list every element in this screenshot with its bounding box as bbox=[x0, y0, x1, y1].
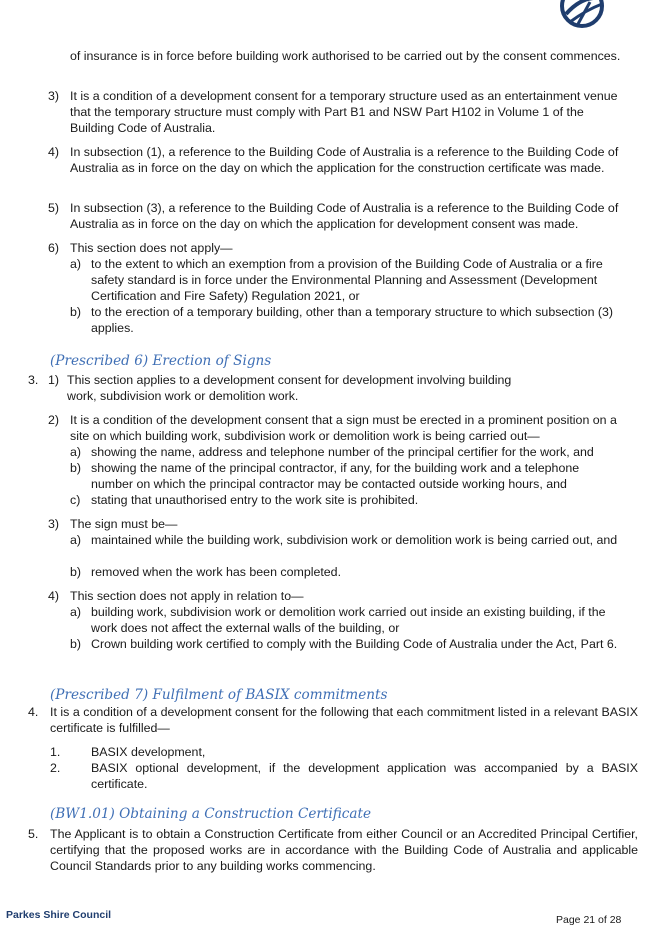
paragraph-text: The sign must be— bbox=[70, 517, 178, 531]
sub-item-letter: b) bbox=[70, 565, 82, 579]
condition-number: 4. bbox=[28, 705, 39, 719]
paragraph-text: In subsection (1), a reference to the Building Code of Australia is a reference to the Building Code of Australia as in force on the day on which the application for the construction certificate was made. bbox=[70, 145, 619, 175]
sub-item-letter: a) bbox=[70, 533, 82, 547]
sub-item-text: to the extent to which an exemption from a provision of the Building Code of Australia or a fire safety standard is in force under the Environmental Planning and Assessment (Development Certification and Fire Safety) Regulation 2021, or bbox=[91, 257, 603, 303]
paragraph-text: This section does not apply in relation to— bbox=[70, 589, 304, 603]
sub-item-text: stating that unauthorised entry to the work site is prohibited. bbox=[91, 493, 419, 507]
item-number: 4) bbox=[48, 145, 60, 159]
condition-number: 5. bbox=[28, 827, 39, 841]
footer-organisation: Parkes Shire Council bbox=[6, 909, 112, 921]
sub-item-text: showing the name, address and telephone number of the principal certifier for the work, and bbox=[91, 445, 594, 459]
sub-item-letter: b) bbox=[70, 637, 82, 651]
paragraph-text: It is a condition of the development consent that a sign must be erected in a prominent position on a site on which building work, subdivision work or demolition work is being carried out— bbox=[70, 413, 617, 443]
paragraph-text: This section does not apply— bbox=[70, 241, 233, 255]
sub-item-text: showing the name of the principal contractor, if any, for the building work and a telephone number on which the principal contractor may be contacted outside working hours, and bbox=[91, 461, 580, 491]
item-number: 5) bbox=[48, 201, 60, 215]
sub-item-letter: b) bbox=[70, 305, 82, 319]
item-number: 6) bbox=[48, 241, 60, 255]
list-item-text: BASIX optional development, if the development application was accompanied by a BASIX certificate. bbox=[91, 761, 638, 791]
sub-item-letter: a) bbox=[70, 445, 82, 459]
sub-item-text: Crown building work certified to comply with the Building Code of Australia under the Act, Part 6. bbox=[91, 637, 618, 651]
condition-number: 3. bbox=[28, 373, 39, 387]
sub-item-letter: a) bbox=[70, 605, 82, 619]
section-heading: (Prescribed 6) Erection of Signs bbox=[50, 353, 272, 369]
item-number: 4) bbox=[48, 589, 60, 603]
sub-item-text: removed when the work has been completed. bbox=[91, 565, 342, 579]
section-heading: (BW1.01) Obtaining a Construction Certificate bbox=[50, 806, 371, 822]
continuation-text: of insurance is in force before building work authorised to be carried out by the consent commences. bbox=[70, 49, 621, 63]
sub-item-letter: a) bbox=[70, 257, 82, 271]
item-number: 3) bbox=[48, 89, 60, 103]
page-number: Page 21 of 28 bbox=[556, 914, 622, 926]
paragraph-text: It is a condition of a development consent for a temporary structure used as an entertainment venue that the temporary structure must comply with Part B1 and NSW Part H102 in Volume 1 of the Building Code of Australia. bbox=[70, 89, 618, 135]
sub-item-letter: c) bbox=[70, 493, 81, 507]
paragraph-text: The Applicant is to obtain a Construction Certificate from either Council or an Accredited Principal Certifier, certifying that the proposed works are in accordance with the Building Code of Australia and applicable Council Standards prior to any building works commencing. bbox=[50, 827, 638, 873]
item-number: 2) bbox=[48, 413, 60, 427]
sub-item-text: building work, subdivision work or demolition work carried out inside an existing building, if the work does not affect the external walls of the building, or bbox=[91, 605, 606, 635]
paragraph-text: In subsection (3), a reference to the Building Code of Australia is a reference to the Building Code of Australia as in force on the day on which the application for development consent was made. bbox=[70, 201, 619, 231]
sub-item-letter: b) bbox=[70, 461, 82, 475]
sub-item-text: maintained while the building work, subdivision work or demolition work is being carried out, and bbox=[91, 533, 618, 547]
item-number: 3) bbox=[48, 517, 60, 531]
item-number: 1) bbox=[48, 373, 60, 387]
paragraph-text: This section applies to a development consent for development involving building work, subdivision work or demolition work. bbox=[67, 373, 512, 403]
sub-item-text: to the erection of a temporary building, other than a temporary structure to which subsection (3) applies. bbox=[91, 305, 614, 335]
list-number: 1. bbox=[50, 745, 61, 759]
section-heading: (Prescribed 7) Fulfilment of BASIX commitments bbox=[50, 687, 388, 703]
paragraph-text: It is a condition of a development consent for the following that each commitment listed in a relevant BASIX certificate is fulfilled— bbox=[50, 705, 638, 735]
list-item-text: BASIX development, bbox=[91, 745, 206, 759]
list-number: 2. bbox=[50, 761, 61, 775]
council-logo-icon bbox=[556, 0, 608, 36]
